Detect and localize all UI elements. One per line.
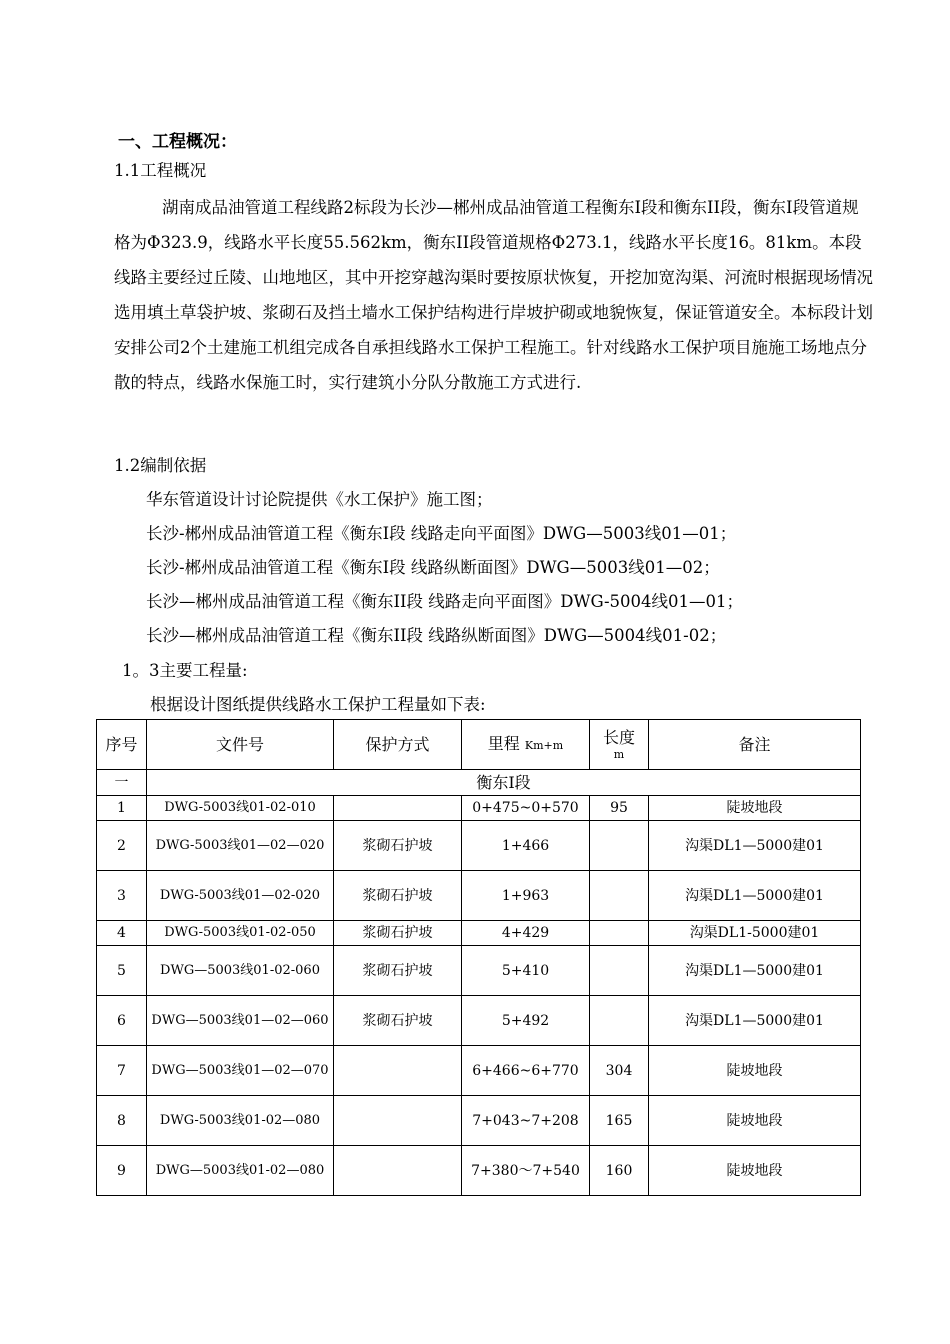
table-row: [97, 1096, 861, 1146]
section-name: 衡东Ⅰ段: [147, 770, 861, 796]
header-seq: 序号: [97, 720, 147, 770]
overview-text: 湖南成品油管道工程线路2标段为长沙—郴州成品油管道工程衡东Ⅰ段和衡东II段，衡东Ⅰ段管道规格为Φ323.9，线路水平长度55.562km，衡东II段管道规格Φ273.1，线路水平长度16。81km。本段线路主要经过丘陵、山地地区，其中开挖穿越沟渠时要按原状恢复，开挖加宽沟渠、河流时根据现场情况选用填土草袋护坡、浆砌石及挡土墙水工保护结构进行岸坡护砌或地貌恢复，保证管道安全。本标段计划安排公司2个土建施工机组完成各自承担线路水工保护工程施工。针对线路水工保护项目施施工场地点分散的特点，线路水保施工时，实行建筑小分队分散施工方式进行.: [114, 198, 873, 392]
cell-length: 160: [590, 1146, 649, 1196]
table-row: [97, 946, 861, 996]
header-length: [590, 720, 649, 770]
cell-note: 沟渠DL1-5000建01: [649, 921, 861, 946]
basis-item: 华东管道设计讨论院提供《水工保护》施工图；: [146, 490, 493, 509]
subsection-title-1-1: 1.1工程概况: [114, 161, 207, 180]
cell-file: DWG—5003线01-02—080: [147, 1146, 334, 1196]
cell-mileage: 1+963: [462, 871, 590, 921]
basis-item: 长沙—郴州成品油管道工程《衡东II段 线路纵断面图》DWG—5004线01-02；: [146, 626, 727, 645]
cell-method: 浆砌石护坡: [334, 821, 462, 871]
cell-length: 304: [590, 1046, 649, 1096]
cell-method: 浆砌石护坡: [334, 996, 462, 1046]
table-row: [97, 996, 861, 1046]
table-intro: 根据设计图纸提供线路水工保护工程量如下表:: [150, 695, 486, 714]
cell-file: DWG—5003线01—02—060: [147, 996, 334, 1046]
cell-seq: 3: [97, 871, 147, 921]
cell-mileage: 5+492: [462, 996, 590, 1046]
cell-length: [590, 946, 649, 996]
cell-seq: 7: [97, 1046, 147, 1096]
header-file: 文件号: [147, 720, 334, 770]
header-length-label: 长度: [602, 727, 635, 747]
cell-note: 沟渠DL1—5000建01: [649, 821, 861, 871]
cell-mileage: 1+466: [462, 821, 590, 871]
table-row: [97, 871, 861, 921]
table-row: [97, 921, 861, 946]
header-mileage-unit: Km+m: [524, 738, 564, 752]
cell-note: 沟渠DL1—5000建01: [649, 871, 861, 921]
cell-file: DWG—5003线01-02-060: [147, 946, 334, 996]
table-row: [97, 821, 861, 871]
section-seq: 一: [97, 770, 147, 796]
basis-item: 长沙-郴州成品油管道工程《衡东Ⅰ段 线路走向平面图》DWG—5003线01—01；: [146, 524, 737, 543]
subsection-title-1-2: 1.2编制依据: [114, 456, 207, 475]
section-row: [97, 770, 861, 796]
cell-note: 沟渠DL1—5000建01: [649, 946, 861, 996]
cell-method: 浆砌石护坡: [334, 921, 462, 946]
cell-length: [590, 996, 649, 1046]
cell-seq: 2: [97, 821, 147, 871]
cell-note: 陡坡地段: [649, 796, 861, 821]
cell-mileage: 0+475~0+570: [462, 796, 590, 821]
cell-method: [334, 1146, 462, 1196]
cell-file: DWG-5003线01-02-050: [147, 921, 334, 946]
cell-seq: 1: [97, 796, 147, 821]
header-mileage: [462, 720, 590, 770]
header-method: 保护方式: [334, 720, 462, 770]
cell-file: DWG-5003线01-02-010: [147, 796, 334, 821]
cell-length: 165: [590, 1096, 649, 1146]
cell-file: DWG—5003线01—02—070: [147, 1046, 334, 1096]
cell-file: DWG-5003线01—02-020: [147, 871, 334, 921]
cell-mileage: 6+466~6+770: [462, 1046, 590, 1096]
cell-seq: 5: [97, 946, 147, 996]
cell-seq: 6: [97, 996, 147, 1046]
cell-mileage: 4+429: [462, 921, 590, 946]
header-mileage-label: 里程: [487, 733, 520, 753]
cell-method: 浆砌石护坡: [334, 871, 462, 921]
cell-note: 陡坡地段: [649, 1046, 861, 1096]
table-header-row: [97, 720, 861, 770]
cell-method: [334, 1046, 462, 1096]
cell-mileage: 5+410: [462, 946, 590, 996]
cell-seq: 8: [97, 1096, 147, 1146]
cell-file: DWG-5003线01-02—080: [147, 1096, 334, 1146]
cell-method: 浆砌石护坡: [334, 946, 462, 996]
subsection-title-1-3: 1。3主要工程量:: [122, 661, 248, 680]
cell-file: DWG-5003线01—02—020: [147, 821, 334, 871]
cell-method: [334, 796, 462, 821]
table-row: [97, 1046, 861, 1096]
cell-mileage: 7+380～7+540: [462, 1146, 590, 1196]
cell-length: 95: [590, 796, 649, 821]
cell-seq: 9: [97, 1146, 147, 1196]
cell-seq: 4: [97, 921, 147, 946]
cell-length: [590, 871, 649, 921]
cell-note: 陡坡地段: [649, 1096, 861, 1146]
header-note: 备注: [649, 720, 861, 770]
cell-mileage: 7+043~7+208: [462, 1096, 590, 1146]
cell-note: 陡坡地段: [649, 1146, 861, 1196]
cell-method: [334, 1096, 462, 1146]
overview-paragraph: [114, 190, 874, 400]
header-length-unit: m: [613, 747, 625, 761]
cell-note: 沟渠DL1—5000建01: [649, 996, 861, 1046]
table-row: [97, 796, 861, 821]
section-heading: 一、工程概况：: [118, 132, 237, 152]
cell-length: [590, 921, 649, 946]
quantity-table: [96, 719, 861, 1196]
cell-length: [590, 821, 649, 871]
basis-item: 长沙—郴州成品油管道工程《衡东II段 线路走向平面图》DWG-5004线01—01；: [146, 592, 744, 611]
table-row: [97, 1146, 861, 1196]
basis-item: 长沙-郴州成品油管道工程《衡东Ⅰ段 线路纵断面图》DWG—5003线01—02；: [146, 558, 720, 577]
